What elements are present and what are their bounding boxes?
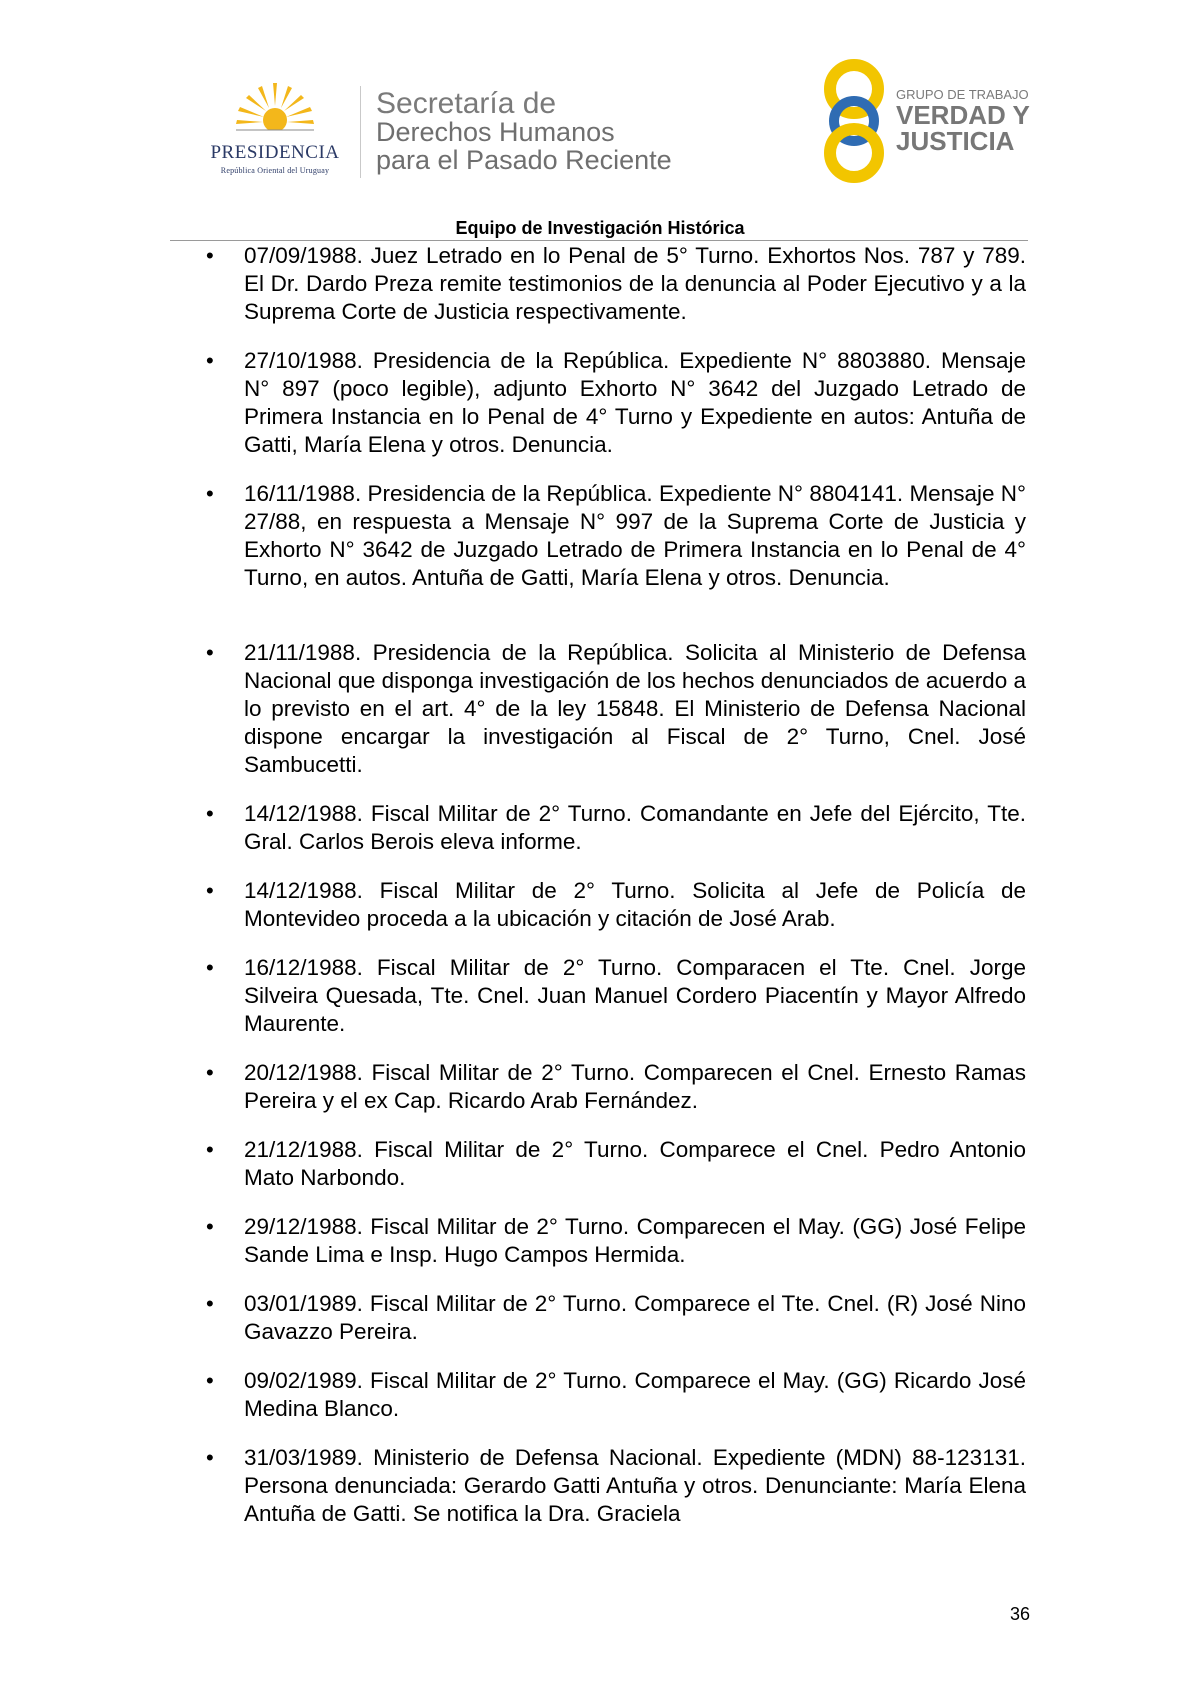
presidencia-subtitle: República Oriental del Uruguay bbox=[220, 166, 330, 175]
list-item: 16/11/1988. Presidencia de la República. Expediente N° 8804141. Mensaje N° 27/88, en respuesta a Mensaje N° 997 de la Suprema Corte de Justicia y Exhorto N° 3642 de Juzgado Letrado de Primera Instancia en lo Penal de 4° Turno, en autos. Antuña de Gatti, María Elena y otros. Denuncia. bbox=[244, 481, 1026, 590]
list-item: 21/12/1988. Fiscal Militar de 2° Turno. Comparece el Cnel. Pedro Antonio Mato Narbondo. bbox=[244, 1137, 1026, 1190]
bullet: • bbox=[206, 878, 214, 903]
bullet: • bbox=[206, 348, 214, 373]
secretaria-line-1: Secretaría de bbox=[376, 87, 557, 120]
bullet: • bbox=[206, 243, 214, 268]
page-header bbox=[0, 0, 1190, 240]
list-item: 09/02/1989. Fiscal Militar de 2° Turno. Comparece el May. (GG) Ricardo José Medina Blanco. bbox=[244, 1368, 1026, 1421]
list-item: 21/11/1988. Presidencia de la República. Solicita al Ministerio de Defensa Nacional que disponga investigación de los hechos denunciados de acuerdo a lo previsto en el art. 4° de la ley 15848. El Ministerio de Defensa Nacional dispone encargar la investigación al Fiscal de 2° Turno, Cnel. José Sambucetti. bbox=[244, 640, 1026, 777]
list-item: 29/12/1988. Fiscal Militar de 2° Turno. Comparecen el May. (GG) José Felipe Sande Lima e Insp. Hugo Campos Hermida. bbox=[244, 1214, 1026, 1267]
list-item: 20/12/1988. Fiscal Militar de 2° Turno. Comparecen el Cnel. Ernesto Ramas Pereira y el ex Cap. Ricardo Arab Fernández. bbox=[244, 1060, 1026, 1113]
header-divider bbox=[360, 86, 361, 178]
secretaria-line-2: Derechos Humanos bbox=[376, 117, 615, 147]
list-item: 14/12/1988. Fiscal Militar de 2° Turno. Comandante en Jefe del Ejército, Tte. Gral. Carlos Berois eleva informe. bbox=[244, 801, 1026, 854]
bullet: • bbox=[206, 1368, 214, 1393]
presidencia-name: PRESIDENCIA bbox=[210, 142, 340, 163]
grupo-text bbox=[896, 88, 1030, 154]
bullet: • bbox=[206, 1445, 214, 1470]
bullet: • bbox=[206, 481, 214, 506]
team-title: Equipo de Investigación Histórica bbox=[455, 218, 745, 238]
list-item: 07/09/1988. Juez Letrado en lo Penal de 5° Turno. Exhortos Nos. 787 y 789. El Dr. Dardo Preza remite testimonios de la denuncia al Poder Ejecutivo y a la Suprema Corte de Justicia respectivamente. bbox=[244, 243, 1026, 324]
list-item: 27/10/1988. Presidencia de la República. Expediente N° 8803880. Mensaje N° 897 (poco legible), adjunto Exhorto N° 3642 del Juzgado Letrado de Primera Instancia en lo Penal de 4° Turno y Expediente en autos: Antuña de Gatti, María Elena y otros. Denuncia. bbox=[244, 348, 1026, 457]
list-item: 31/03/1989. Ministerio de Defensa Nacional. Expediente (MDN) 88-123131. Persona denunciada: Gerardo Gatti Antuña y otros. Denunciante: María Elena Antuña de Gatti. Se notifica la Dra. Graciela bbox=[244, 1445, 1026, 1526]
bullet: • bbox=[206, 955, 214, 980]
bullet: • bbox=[206, 640, 214, 665]
presidencia-logo bbox=[196, 80, 354, 176]
grupo-line-3: JUSTICIA bbox=[896, 126, 1015, 156]
secretaria-logo-text bbox=[376, 87, 672, 175]
list-item: 03/01/1989. Fiscal Militar de 2° Turno. Comparece el Tte. Cnel. (R) José Nino Gavazzo Pereira. bbox=[244, 1291, 1026, 1344]
bullet: • bbox=[206, 1137, 214, 1162]
page-number: 36 bbox=[1009, 1604, 1030, 1624]
grupo-line-1: GRUPO DE TRABAJO bbox=[896, 87, 1029, 102]
bullet: • bbox=[206, 1214, 214, 1239]
list-item: 14/12/1988. Fiscal Militar de 2° Turno. Solicita al Jefe de Policía de Montevideo proceda a la ubicación y citación de José Arab. bbox=[244, 878, 1026, 931]
grupo-verdad-justicia-logo bbox=[820, 58, 1030, 184]
grupo-line-2: VERDAD Y bbox=[896, 100, 1030, 130]
bullet: • bbox=[206, 801, 214, 826]
secretaria-line-3: para el Pasado Reciente bbox=[376, 145, 672, 175]
header-rule bbox=[170, 240, 1028, 241]
interlocking-rings-icon bbox=[820, 58, 892, 184]
bullet: • bbox=[206, 1060, 214, 1085]
list-item: 16/12/1988. Fiscal Militar de 2° Turno. Comparacen el Tte. Cnel. Jorge Silveira Quesada, Tte. Cnel. Juan Manuel Cordero Piacentín y Mayor Alfredo Maurente. bbox=[244, 955, 1026, 1036]
sun-icon bbox=[236, 80, 314, 142]
bullet: • bbox=[206, 1291, 214, 1316]
